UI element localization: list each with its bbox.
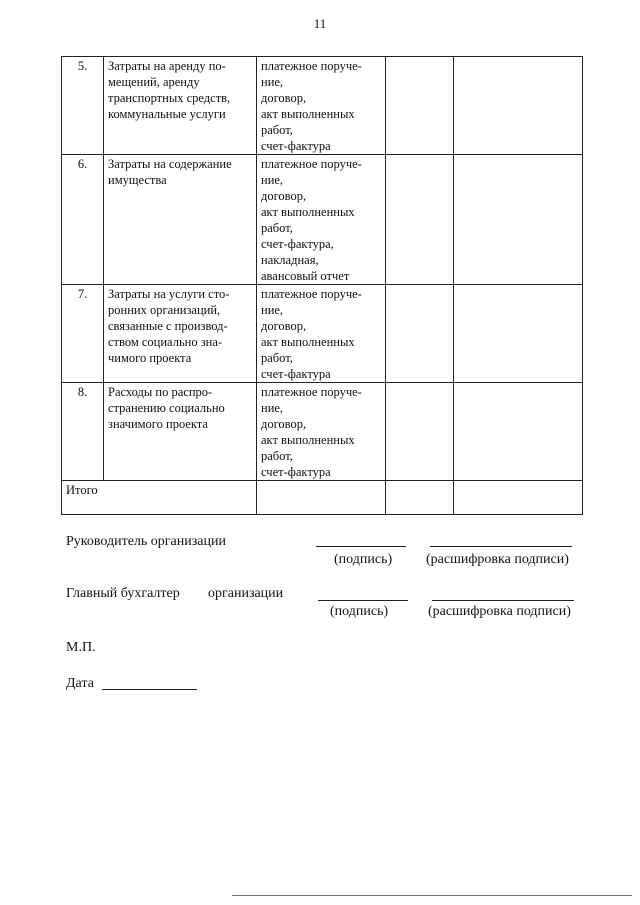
accountant-signature-caption: (подпись)	[330, 604, 389, 619]
document-line: накладная,	[261, 253, 319, 267]
expense-name-line: связанные с производ-	[108, 319, 228, 333]
empty-cell	[386, 383, 454, 481]
document-line: договор,	[261, 189, 307, 203]
chief-accountant-label: Главный бухгалтер	[66, 586, 180, 601]
document-line: ние,	[261, 303, 284, 317]
document-line: ние,	[261, 75, 284, 89]
empty-cell	[454, 155, 583, 285]
page-number: 11	[313, 16, 327, 31]
expense-name-line: Затраты на услуги сто-	[108, 287, 230, 301]
head-label: Руководитель организации	[66, 534, 226, 549]
document-line: платежное поруче-	[261, 287, 362, 301]
row-number: 7.	[62, 285, 104, 383]
table-row	[62, 155, 583, 285]
accountant-decoding-line	[432, 600, 574, 601]
table-row-total	[62, 481, 583, 515]
expense-name-line: Затраты на аренду по-	[108, 59, 226, 73]
document-line: акт выполненных	[261, 433, 355, 447]
document-line: договор,	[261, 91, 307, 105]
expense-name-cell	[104, 285, 257, 383]
empty-cell	[386, 285, 454, 383]
document-line: договор,	[261, 319, 307, 333]
document-line: счет-фактура,	[261, 237, 334, 251]
expense-name-line: коммунальные услуги	[108, 107, 226, 121]
empty-cell	[454, 383, 583, 481]
expense-name-line: ством социально зна-	[108, 335, 223, 349]
row-number: 5.	[62, 57, 104, 155]
total-cell-b	[454, 481, 583, 515]
total-label: Итого	[62, 481, 257, 515]
documents-cell	[257, 285, 386, 383]
expense-name-cell	[104, 383, 257, 481]
empty-cell	[454, 285, 583, 383]
document-line: платежное поруче-	[261, 59, 362, 73]
document-line: работ,	[261, 351, 293, 365]
document-line: акт выполненных	[261, 107, 355, 121]
empty-cell	[386, 57, 454, 155]
document-line: платежное поруче-	[261, 385, 362, 399]
document-line: ние,	[261, 173, 284, 187]
expenses-table	[61, 56, 583, 515]
documents-cell	[257, 383, 386, 481]
document-line: акт выполненных	[261, 205, 355, 219]
total-cell-a	[386, 481, 454, 515]
expense-name-line: Затраты на содержание	[108, 157, 232, 171]
expense-name-cell	[104, 155, 257, 285]
head-signature-caption: (подпись)	[334, 552, 393, 567]
document-line: счет-фактура	[261, 465, 331, 479]
expense-name-line: мещений, аренду	[108, 75, 200, 89]
document-line: авансовый отчет	[261, 269, 350, 283]
document-line: работ,	[261, 449, 293, 463]
document-line: счет-фактура	[261, 139, 331, 153]
expenses-table-body	[62, 57, 583, 515]
row-number: 8.	[62, 383, 104, 481]
accountant-signature-line	[318, 600, 408, 601]
document-line: платежное поруче-	[261, 157, 362, 171]
document-line: счет-фактура	[261, 367, 331, 381]
stamp-label: М.П.	[66, 640, 96, 655]
head-signature-line	[316, 546, 406, 547]
documents-cell	[257, 155, 386, 285]
expense-name-cell	[104, 57, 257, 155]
expense-name-line: чимого проекта	[108, 351, 192, 365]
document-line: ние,	[261, 401, 284, 415]
head-decoding-caption: (расшифровка подписи)	[426, 552, 569, 567]
date-line	[102, 689, 197, 690]
page-bottom-rule	[232, 895, 632, 896]
document-line: договор,	[261, 417, 307, 431]
document-line: акт выполненных	[261, 335, 355, 349]
total-docs-cell	[257, 481, 386, 515]
expense-name-line: имущества	[108, 173, 167, 187]
head-decoding-line	[430, 546, 572, 547]
empty-cell	[386, 155, 454, 285]
expense-name-line: ронних организаций,	[108, 303, 221, 317]
document-line: работ,	[261, 221, 293, 235]
table-row	[62, 383, 583, 481]
empty-cell	[454, 57, 583, 155]
document-line: работ,	[261, 123, 293, 137]
expense-name-line: странению социально	[108, 401, 225, 415]
expense-name-line: транспортных средств,	[108, 91, 231, 105]
chief-accountant-organization: организации	[208, 586, 284, 601]
expense-name-line: Расходы по распро-	[108, 385, 213, 399]
table-row	[62, 57, 583, 155]
accountant-decoding-caption: (расшифровка подписи)	[428, 604, 571, 619]
row-number: 6.	[62, 155, 104, 285]
expense-name-line: значимого проекта	[108, 417, 208, 431]
date-label: Дата	[66, 676, 94, 691]
documents-cell	[257, 57, 386, 155]
table-row	[62, 285, 583, 383]
